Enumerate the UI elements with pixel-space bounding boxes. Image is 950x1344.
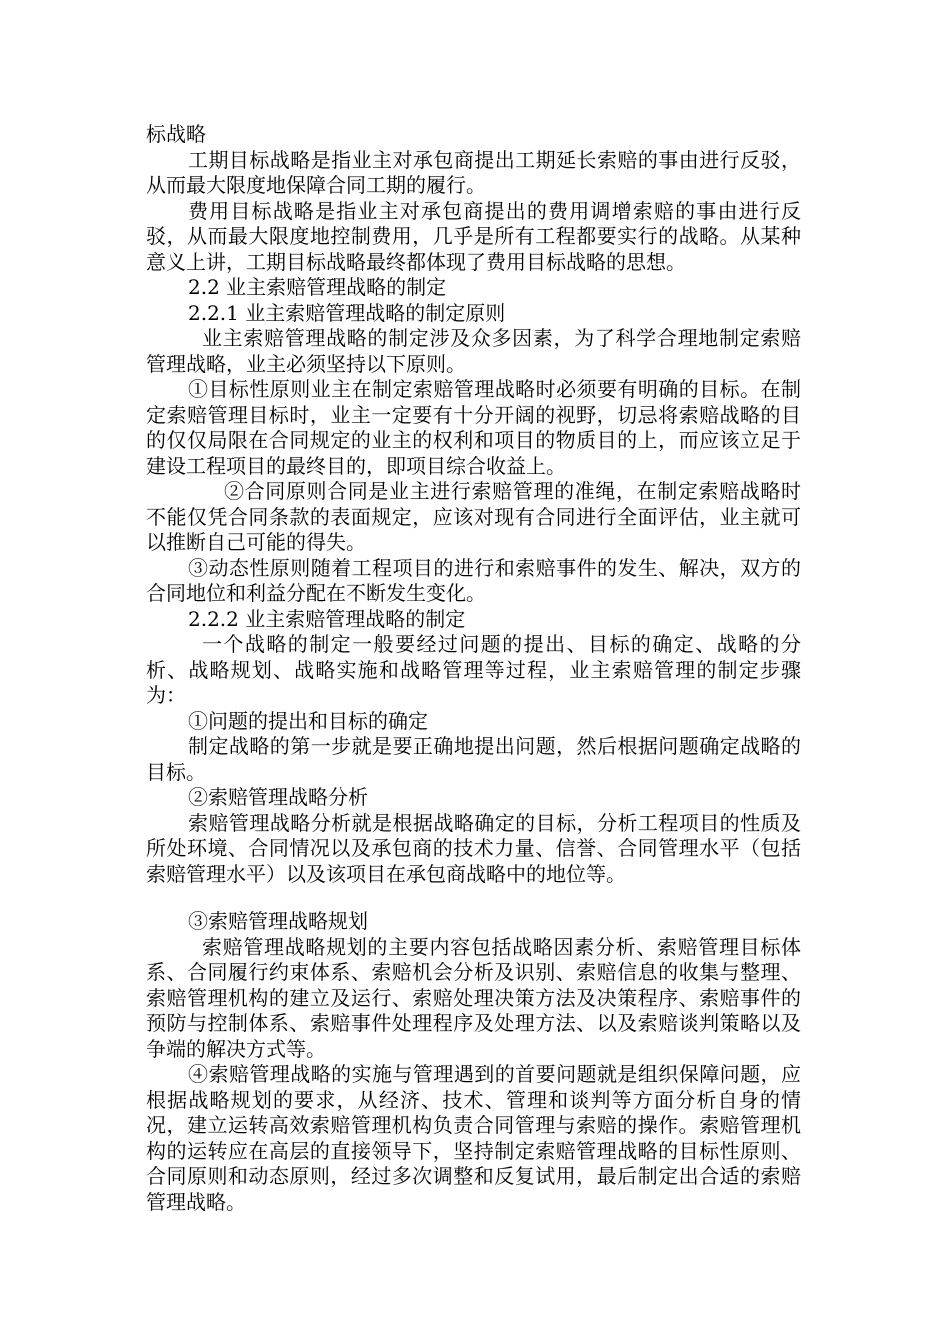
step-heading-3: ③索赔管理战略规划 [188,909,368,933]
paragraph-continuation: 标战略 [146,122,206,146]
paragraph-principle-goal: ①目标性原则业主在制定索赔管理战略时必须要有明确的目标。在制定索赔管理目标时，业主一定要有十分开阔的视野，切忌将索赔战略的目的仅仅局限在合同规定的业主的权利和项目的物质目的上，而应该立足于建设工程项目的最终目的，即项目综合收益上。 [146,377,801,478]
section-heading-2-2: 2.2 业主索赔管理战略的制定 [188,275,447,299]
paragraph-step-2: 索赔管理战略分析就是根据战略确定的目标，分析工程项目的性质及所处环境、合同情况以及承包商的技术力量、信誉、合同管理水平（包括索赔管理水平）以及该项目在承包商战略中的地位等。 [146,810,801,886]
paragraph-step-4: ④索赔管理战略的实施与管理遇到的首要问题就是组织保障问题，应根据战略规划的要求，从经济、技术、管理和谈判等方面分析自身的情况，建立运转高效索赔管理机构负责合同管理与索赔的操作。索赔管理机构的运转应在高层的直接领导下，坚持制定索赔管理战略的目标性原则、合同原则和动态原则，经过多次调整和反复试用，最后制定出合适的索赔管理战略。 [146,1062,801,1214]
paragraph-step-1: 制定战略的第一步就是要正确地提出问题，然后根据问题确定战略的目标。 [146,734,801,784]
document-body [146,122,801,1215]
paragraph-cost-strategy: 费用目标战略是指业主对承包商提出的费用调增索赔的事由进行反驳，从而最大限度地控制费用，几乎是所有工程都要实行的战略。从某种意义上讲，工期目标战略最终都体现了费用目标战略的思想。 [146,198,801,274]
subsection-heading-2-2-2: 2.2.2 业主索赔管理战略的制定 [188,606,466,631]
paragraph-spacer [146,887,801,909]
step-heading-2: ②索赔管理战略分析 [188,785,368,809]
paragraph-step-3: 索赔管理战略规划的主要内容包括战略因素分析、索赔管理目标体系、合同履行约束体系、索赔机会分析及识别、索赔信息的收集与整理、索赔管理机构的建立及运行、索赔处理决策方法及决策程序、索赔事件的预防与控制体系、索赔事件处理程序及处理方法、以及索赔谈判策略以及争端的解决方式等。 [146,934,801,1061]
step-heading-1: ①问题的提出和目标的确定 [188,708,428,733]
paragraph-principle-contract: ②合同原则合同是业主进行索赔管理的准绳，在制定索赔战略时不能仅凭合同条款的表面规定，应该对现有合同进行全面评估，业主就可以推断自己可能的得失。 [146,479,801,554]
paragraph-schedule-strategy: 工期目标战略是指业主对承包商提出工期延长索赔的事由进行反驳，从而最大限度地保障合同工期的履行。 [146,147,801,197]
paragraph-principle-dynamic: ③动态性原则随着工程项目的进行和索赔事件的发生、解决，双方的合同地位和利益分配在不断发生变化。 [146,555,801,605]
paragraph-steps-intro: 一个战略的制定一般要经过问题的提出、目标的确定、战略的分析、战略规划、战略实施和战略管理等过程，业主索赔管理的制定步骤为： [146,632,801,707]
paragraph-principles-intro: 业主索赔管理战略的制定涉及众多因素，为了科学合理地制定索赔管理战略，业主必须坚持以下原则。 [146,326,801,376]
subsection-heading-2-2-1: 2.2.1 业主索赔管理战略的制定原则 [188,300,506,325]
